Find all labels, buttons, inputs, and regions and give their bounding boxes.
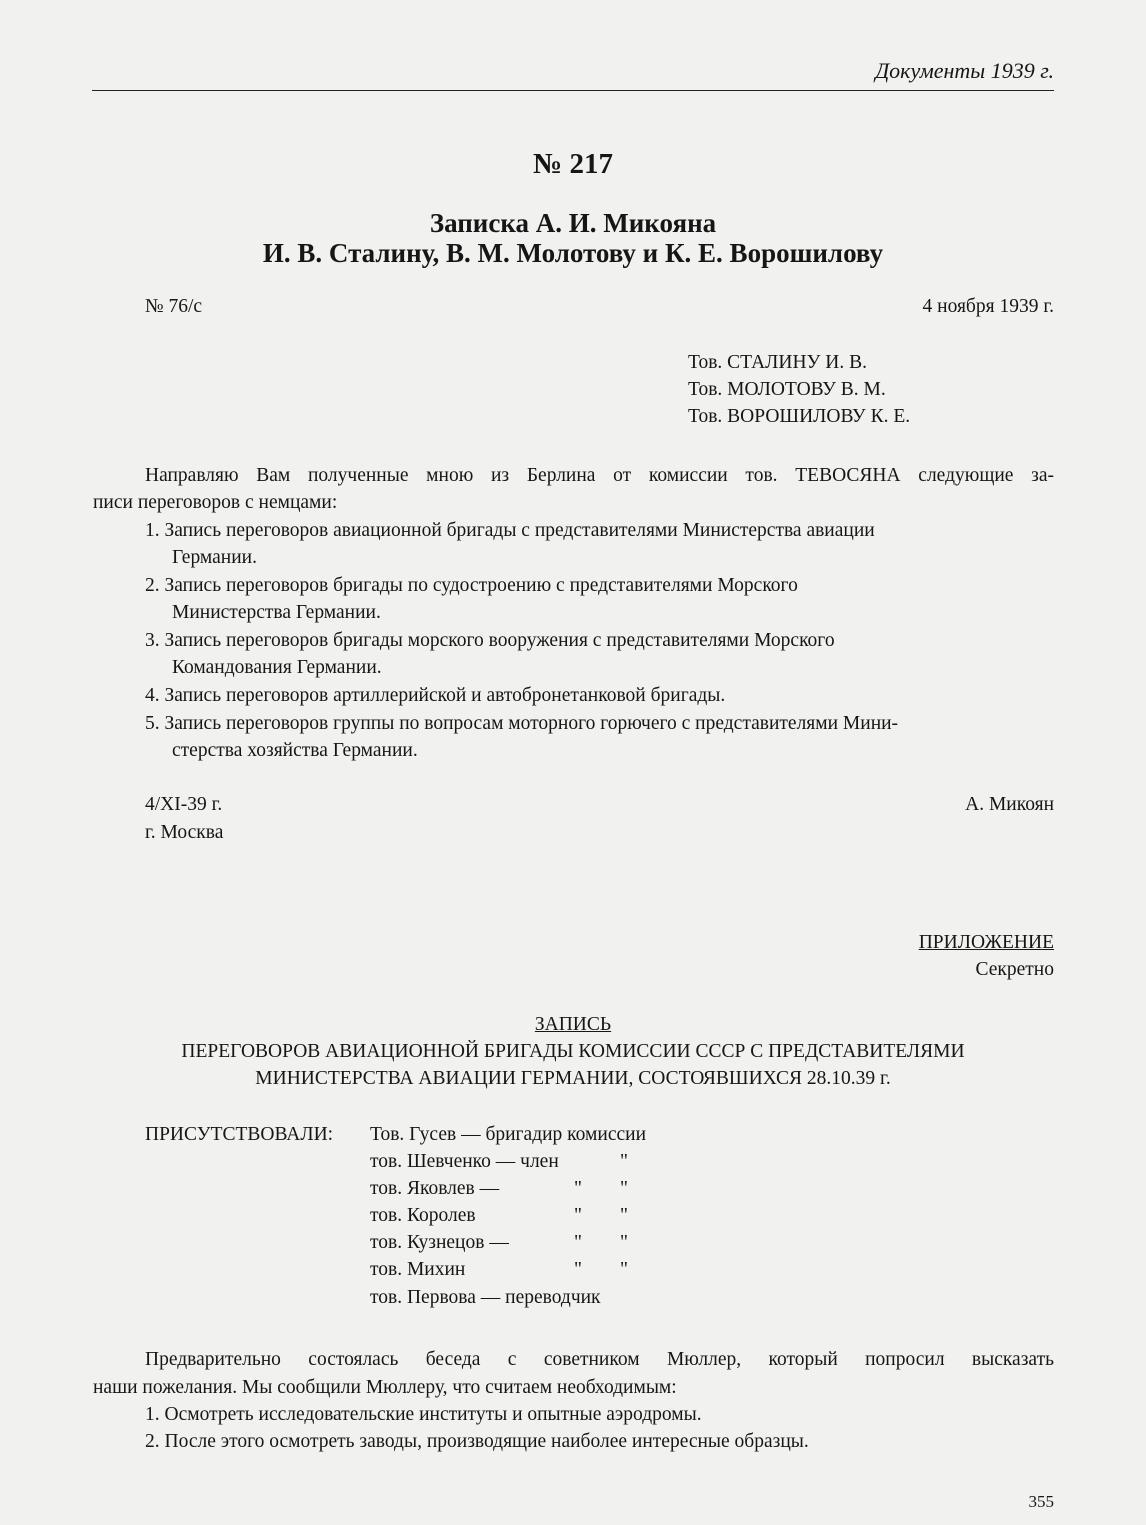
paragraph-line: наши пожелания. Мы сообщили Мюллеру, что считаем необходимым: (93, 1377, 677, 1398)
ditto-mark: " (574, 1232, 582, 1253)
registration-number: № 76/с (145, 296, 203, 317)
ditto-mark: " (620, 1151, 628, 1172)
ditto-mark: " (620, 1178, 628, 1199)
attendee: тов. Первова — переводчик (370, 1287, 601, 1308)
secrecy-stamp: Секретно (975, 959, 1054, 980)
document-title-line1: Записка А. И. Микояна (429, 208, 717, 238)
header-rule (92, 90, 1054, 91)
record-title: ЗАПИСЬ (534, 1014, 612, 1035)
signature-date: 4/XI-39 г. (145, 794, 223, 815)
paragraph-line: Предварительно состоялась беседа с советником Мюллер, который попросил высказать (145, 1349, 1054, 1370)
list-item-continuation: стерства хозяйства Германии. (172, 740, 418, 761)
ditto-mark: " (574, 1178, 582, 1199)
list-item: 1. Запись переговоров авиационной бригады с представителями Министерства авиации (145, 520, 875, 541)
signature-name: А. Микоян (965, 794, 1054, 815)
list-item: 5. Запись переговоров группы по вопросам моторного горючего с представителями Мини- (145, 713, 899, 734)
addressee: Тов. СТАЛИНУ И. В. (688, 352, 867, 373)
point-item: 2. После этого осмотреть заводы, производящие наиболее интересные образцы. (145, 1431, 809, 1452)
appendix-label: ПРИЛОЖЕНИЕ (918, 932, 1054, 953)
record-subtitle-line2: МИНИСТЕРСТВА АВИАЦИИ ГЕРМАНИИ, СОСТОЯВШИХСЯ 28.10.39 г. (255, 1068, 891, 1089)
document-number: № 217 (533, 148, 613, 180)
attendee: тов. Яковлев — (370, 1178, 500, 1199)
attendee: тов. Кузнецов — (370, 1232, 509, 1253)
present-label: ПРИСУТСТВОВАЛИ: (145, 1124, 334, 1145)
list-item-continuation: Германии. (172, 547, 257, 568)
signature-place: г. Москва (145, 822, 224, 843)
list-item-continuation: Министерства Германии. (172, 602, 381, 623)
point-item: 1. Осмотреть исследовательские институты и опытные аэродромы. (145, 1404, 702, 1425)
record-subtitle-line1: ПЕРЕГОВОРОВ АВИАЦИОННОЙ БРИГАДЫ КОМИССИИ СССР С ПРЕДСТАВИТЕЛЯМИ (181, 1041, 965, 1062)
attendee: тов. Михин (370, 1259, 466, 1280)
list-item: 3. Запись переговоров бригады морского вооружения с представителями Морского (145, 630, 835, 651)
running-header: Документы 1939 г. (875, 58, 1054, 83)
addressee: Тов. МОЛОТОВУ В. М. (688, 379, 886, 400)
page-number: 355 (1028, 1492, 1054, 1511)
intro-line: писи переговоров с немцами: (93, 492, 338, 513)
document-date: 4 ноября 1939 г. (922, 296, 1054, 317)
list-item: 4. Запись переговоров артиллерийской и автобронетанковой бригады. (145, 685, 726, 706)
document-title-line2: И. В. Сталину, В. М. Молотову и К. Е. Ворошилову (262, 238, 884, 268)
list-item-continuation: Командования Германии. (172, 657, 382, 678)
attendee: тов. Королев (370, 1205, 476, 1226)
ditto-mark: " (574, 1205, 582, 1226)
ditto-mark: " (574, 1259, 582, 1280)
ditto-mark: " (620, 1232, 628, 1253)
list-item: 2. Запись переговоров бригады по судостроению с представителями Морского (145, 575, 798, 596)
ditto-mark: " (620, 1259, 628, 1280)
intro-line: Направляю Вам полученные мною из Берлина от комиссии тов. ТЕВОСЯНА следующие за- (145, 465, 1054, 486)
ditto-mark: " (620, 1205, 628, 1226)
attendee: тов. Шевченко — член (370, 1151, 559, 1172)
addressee: Тов. ВОРОШИЛОВУ К. Е. (688, 406, 911, 427)
attendee: Тов. Гусев — бригадир комиссии (370, 1124, 646, 1145)
